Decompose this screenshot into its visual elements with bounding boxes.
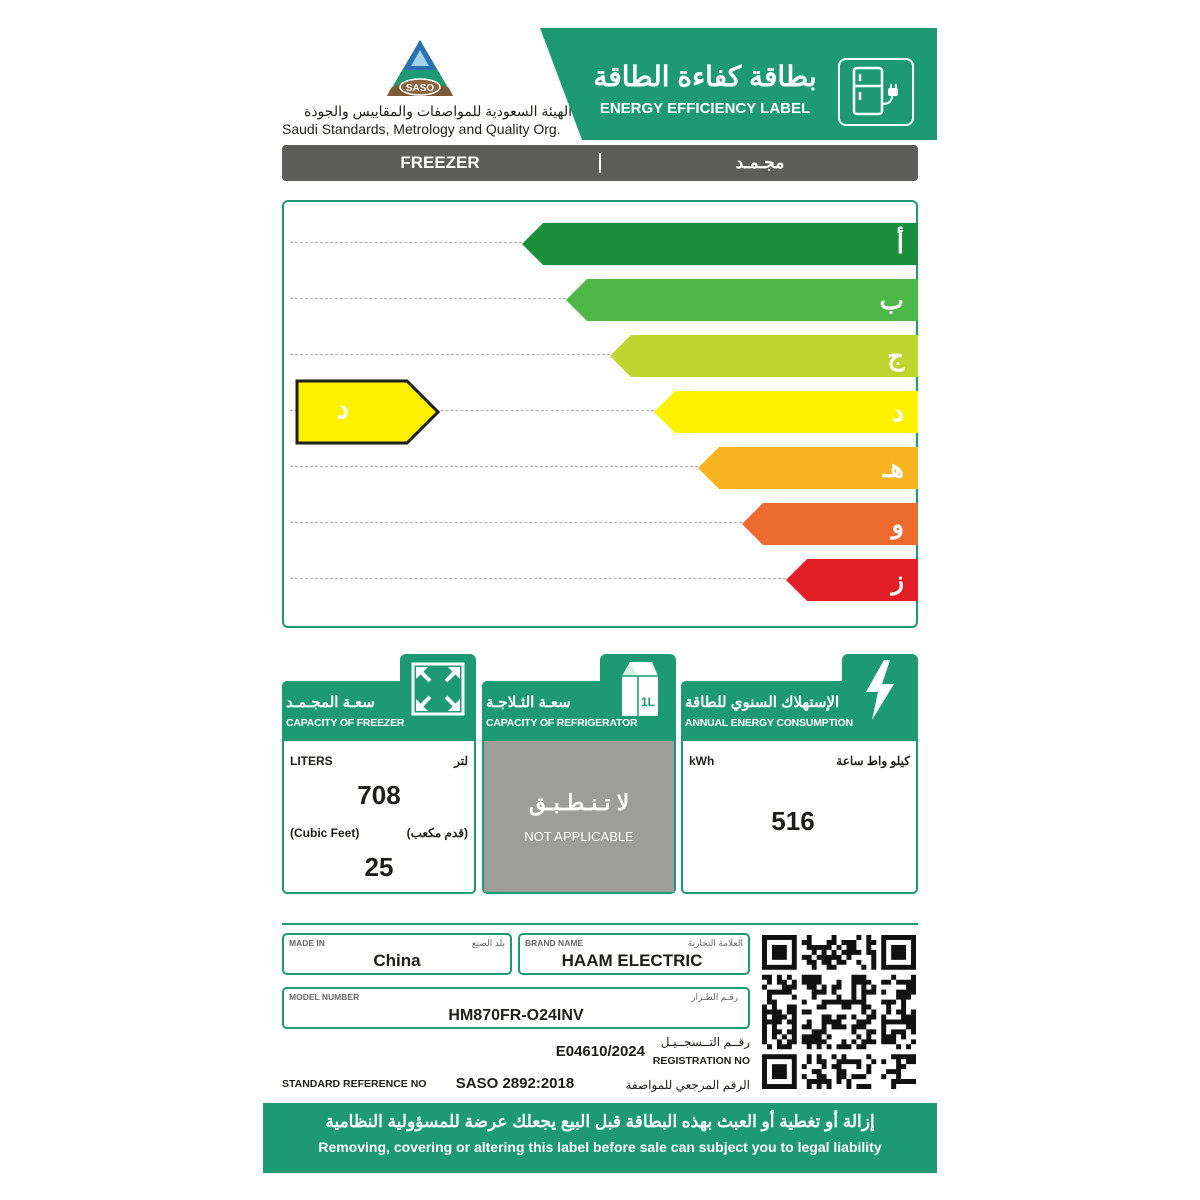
saso-logo <box>385 38 455 100</box>
brand-value: HAAM ELECTRIC <box>561 951 703 970</box>
model-label-arabic: رقـم الطـراز <box>691 992 738 1002</box>
lightning-bolt-icon <box>842 654 918 724</box>
milk-carton-icon <box>600 654 676 724</box>
model-number-value: HM870FR-O24INV <box>448 1007 584 1024</box>
product-type-english: FREEZER <box>400 153 480 172</box>
scale-row-guide <box>290 242 522 243</box>
refrigerator-plug-icon <box>838 58 914 126</box>
info-divider <box>282 923 918 925</box>
brand-label-arabic: العلامة التجارية <box>687 938 743 948</box>
class-letter-4: د <box>892 397 904 427</box>
scale-row-guide <box>290 354 610 355</box>
class-letter-6: و <box>891 509 904 539</box>
energy-title-arabic: الإستهلاك السنوي للطاقة <box>685 694 840 711</box>
brand-field <box>518 933 750 975</box>
standard-reference-value: SASO 2892:2018 <box>455 1075 575 1092</box>
expand-arrows-icon <box>400 654 476 724</box>
class-letter-1: أ <box>896 229 904 259</box>
not-applicable-arabic: لا تـنـطـبـق <box>528 790 630 815</box>
rated-class-letter: د <box>336 393 350 424</box>
freezer-title-english: CAPACITY OF FREEZER <box>286 717 405 729</box>
brand-label-english: BRAND NAME <box>525 938 584 948</box>
label-title-arabic: بطاقة كفاءة الطاقة <box>593 61 817 92</box>
label-title-english: ENERGY EFFICIENCY LABEL <box>599 100 811 117</box>
not-applicable-area <box>484 741 674 892</box>
standard-reference-label-english: STANDARD REFERENCE NO <box>282 1078 427 1090</box>
kwh-unit-english: kWh <box>689 754 715 768</box>
made-in-field <box>282 933 512 975</box>
cubic-feet-unit-arabic: (قدم مكعب) <box>406 826 468 840</box>
model-label-english: MODEL NUMBER <box>289 992 360 1002</box>
refrigerator-capacity-panel <box>482 654 676 894</box>
model-number-field <box>282 987 750 1029</box>
cubic-feet-unit-english: (Cubic Feet) <box>290 826 360 840</box>
scale-row-guide <box>290 522 742 523</box>
not-applicable-english: NOT APPLICABLE <box>524 829 634 844</box>
annual-energy-value: 516 <box>771 806 815 836</box>
liters-unit-arabic: لتر <box>454 754 468 768</box>
freezer-capacity-panel <box>282 654 476 894</box>
svg-text:1L: 1L <box>640 695 656 709</box>
class-letter-7: ز <box>891 565 904 595</box>
registration-number-value: E04610/2024 <box>555 1043 645 1060</box>
kwh-unit-arabic: كيلو واط ساعة <box>836 754 910 768</box>
made-in-value: China <box>373 951 421 970</box>
class-arrow-2 <box>566 279 918 321</box>
energy-consumption-panel <box>681 654 918 894</box>
class-letter-2: ب <box>879 285 904 315</box>
freezer-cubic-feet-value: 25 <box>364 852 394 882</box>
registration-label-english: REGISTRATION NO <box>652 1055 750 1067</box>
panel-icon-tab <box>842 654 918 724</box>
class-letter-3: ج <box>887 341 904 371</box>
scale-row-guide <box>290 466 698 467</box>
org-name-english: Saudi Standards, Metrology and Quality Org. <box>282 121 561 137</box>
scale-row-guide <box>290 578 786 579</box>
qr-code <box>762 935 916 1089</box>
class-arrow-4 <box>654 391 918 433</box>
class-arrow-3 <box>610 335 918 377</box>
registration-label-arabic: رقــم التــسجــيـل <box>660 1035 750 1049</box>
liters-unit-english: LITERS <box>290 754 333 768</box>
freezer-title-arabic: سعـة المجـمـد <box>286 694 375 711</box>
warning-english: Removing, covering or altering this label before sale can subject you to legal liability <box>318 1139 882 1155</box>
made-in-label-arabic: بلد الصنع <box>471 938 505 948</box>
product-bar-divider <box>599 153 601 173</box>
made-in-label-english: MADE IN <box>289 938 325 948</box>
scale-row-guide <box>290 298 566 299</box>
svg-text:SASO: SASO <box>405 83 435 94</box>
product-type-arabic: مجـمـد <box>735 153 785 172</box>
warning-arabic: إزالة أو تغطية أو العبث بهذه البطاقة قبل البيع يجعلك عرضة للمسؤولية النظامية <box>325 1112 875 1131</box>
energy-title-english: ANNUAL ENERGY CONSUMPTION <box>685 717 853 729</box>
class-letter-5: هـ <box>882 453 904 483</box>
standard-reference-label-arabic: الرقم المرجعي للمواصفة <box>625 1078 750 1092</box>
panel-icon-tab <box>600 654 676 724</box>
panel-icon-tab <box>400 654 476 724</box>
org-name-arabic: الهيئة السعودية للمواصفات والمقاييس والجودة <box>303 103 572 119</box>
freezer-liters-value: 708 <box>357 780 401 810</box>
refrigerator-title-arabic: سعـة الثـلاجـة <box>486 694 571 711</box>
class-arrow-1 <box>522 223 918 265</box>
refrigerator-title-english: CAPACITY OF REFRIGERATOR <box>486 717 638 729</box>
